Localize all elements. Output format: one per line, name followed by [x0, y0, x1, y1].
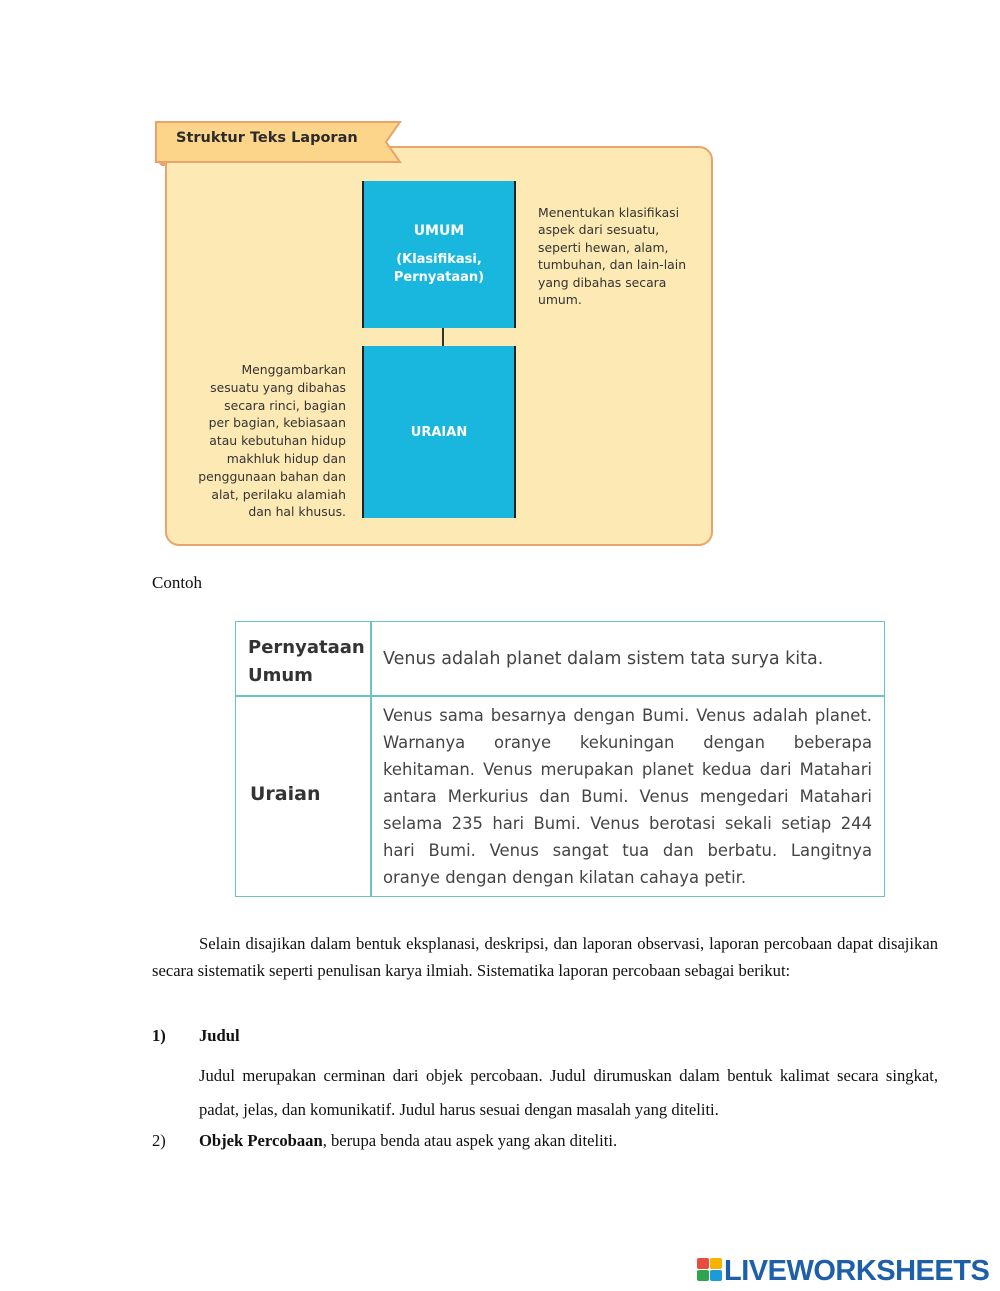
diagram-title-banner — [154, 120, 404, 166]
uraian-desc-line: dan hal khusus. — [248, 504, 346, 520]
list-text-judul: Judul merupakan cerminan dari objek percobaan. Judul dirumuskan dalam bentuk kalimat secara singkat, padat, jelas, dan komunikatif. Judul harus sesuai dengan masalah yang diteliti. — [199, 1066, 938, 1119]
umum-desc-line: seperti hewan, alam, — [538, 239, 669, 255]
logo-block-v — [697, 1270, 709, 1281]
logo-text: LIVEWORKSHEETS — [724, 1255, 990, 1287]
row-text-pernyataan-umum: Venus adalah planet dalam sistem tata surya kita. — [383, 649, 824, 669]
intro-paragraph: Selain disajikan dalam bentuk eksplanasi, deskripsi, dan laporan observasi, laporan percobaan dapat disajikan secara sistematik seperti penulisan karya ilmiah. Sistematika laporan percobaan sebagai berikut: — [152, 934, 938, 980]
uraian-box-label: URAIAN — [410, 425, 468, 440]
uraian-desc-line: alat, perilaku alamiah — [211, 486, 346, 502]
umum-description — [538, 204, 710, 308]
uraian-desc-line: penggunaan bahan dan — [198, 468, 346, 484]
list-number-2: 2) — [152, 1131, 166, 1150]
uraian-desc-line: secara rinci, bagian — [224, 397, 346, 413]
row-text-uraian: Venus sama besarnya dengan Bumi. Venus adalah planet. Warnanya oranye kekuningan dengan beberapa kehitaman. Venus merupakan planet kedua dari Matahari antara Merkurius dan Bumi. Venus mengedari Matahari selama 235 hari Bumi. Venus berotasi sekali setiap 244 hari Bumi. Venus sangat tua dan berbatu. Langitnya oranye dengan dengan kilatan cahaya petir. — [383, 706, 872, 887]
logo-block-l — [697, 1258, 709, 1269]
row-label-line-2: Umum — [248, 665, 313, 686]
list-item-objek-percobaan — [199, 1131, 617, 1151]
uraian-desc-line: makhluk hidup dan — [226, 450, 346, 466]
umum-desc-line: aspek dari sesuatu, — [538, 222, 660, 238]
row-label-line-1: Pernyataan — [248, 637, 365, 658]
list-text-objek-percobaan: , berupa benda atau aspek yang akan diteliti. — [322, 1131, 618, 1150]
uraian-desc-line: sesuatu yang dibahas — [210, 379, 346, 395]
list-title-objek-percobaan: Objek Percobaan — [199, 1131, 323, 1150]
umum-title: UMUM — [413, 223, 465, 239]
row-label-uraian: Uraian — [250, 783, 321, 805]
list-number-1: 1) — [152, 1026, 166, 1045]
uraian-desc-line: per bagian, kebiasaan — [208, 415, 346, 431]
umum-desc-line: tumbuhan, dan lain-lain — [538, 257, 687, 273]
logo-block-e — [710, 1270, 722, 1281]
uraian-desc-line: Menggambarkan — [241, 362, 346, 377]
umum-subtitle-line-2: Pernyataan) — [393, 270, 485, 285]
umum-desc-line: Menentukan klasifikasi — [538, 205, 680, 220]
table-row-divider — [236, 695, 884, 697]
contoh-label: Contoh — [152, 573, 203, 592]
list-title-judul: Judul — [199, 1026, 240, 1045]
uraian-desc-line: atau kebutuhan hidup — [209, 433, 346, 449]
umum-desc-line: yang dibahas secara — [538, 274, 667, 290]
row-label-pernyataan-umum — [248, 634, 365, 690]
umum-box — [362, 181, 516, 328]
uraian-box — [362, 346, 516, 518]
table-column-divider — [370, 622, 372, 896]
diagram-connector-line — [442, 328, 444, 346]
umum-desc-line: umum. — [538, 292, 582, 308]
example-table — [235, 621, 885, 897]
umum-subtitle — [364, 251, 514, 287]
uraian-description — [170, 361, 346, 521]
logo-blocks-icon — [697, 1258, 723, 1282]
umum-subtitle-line-1: (Klasifikasi, — [396, 252, 482, 267]
logo-block-i — [710, 1258, 722, 1269]
diagram-title: Struktur Teks Laporan — [176, 130, 358, 146]
